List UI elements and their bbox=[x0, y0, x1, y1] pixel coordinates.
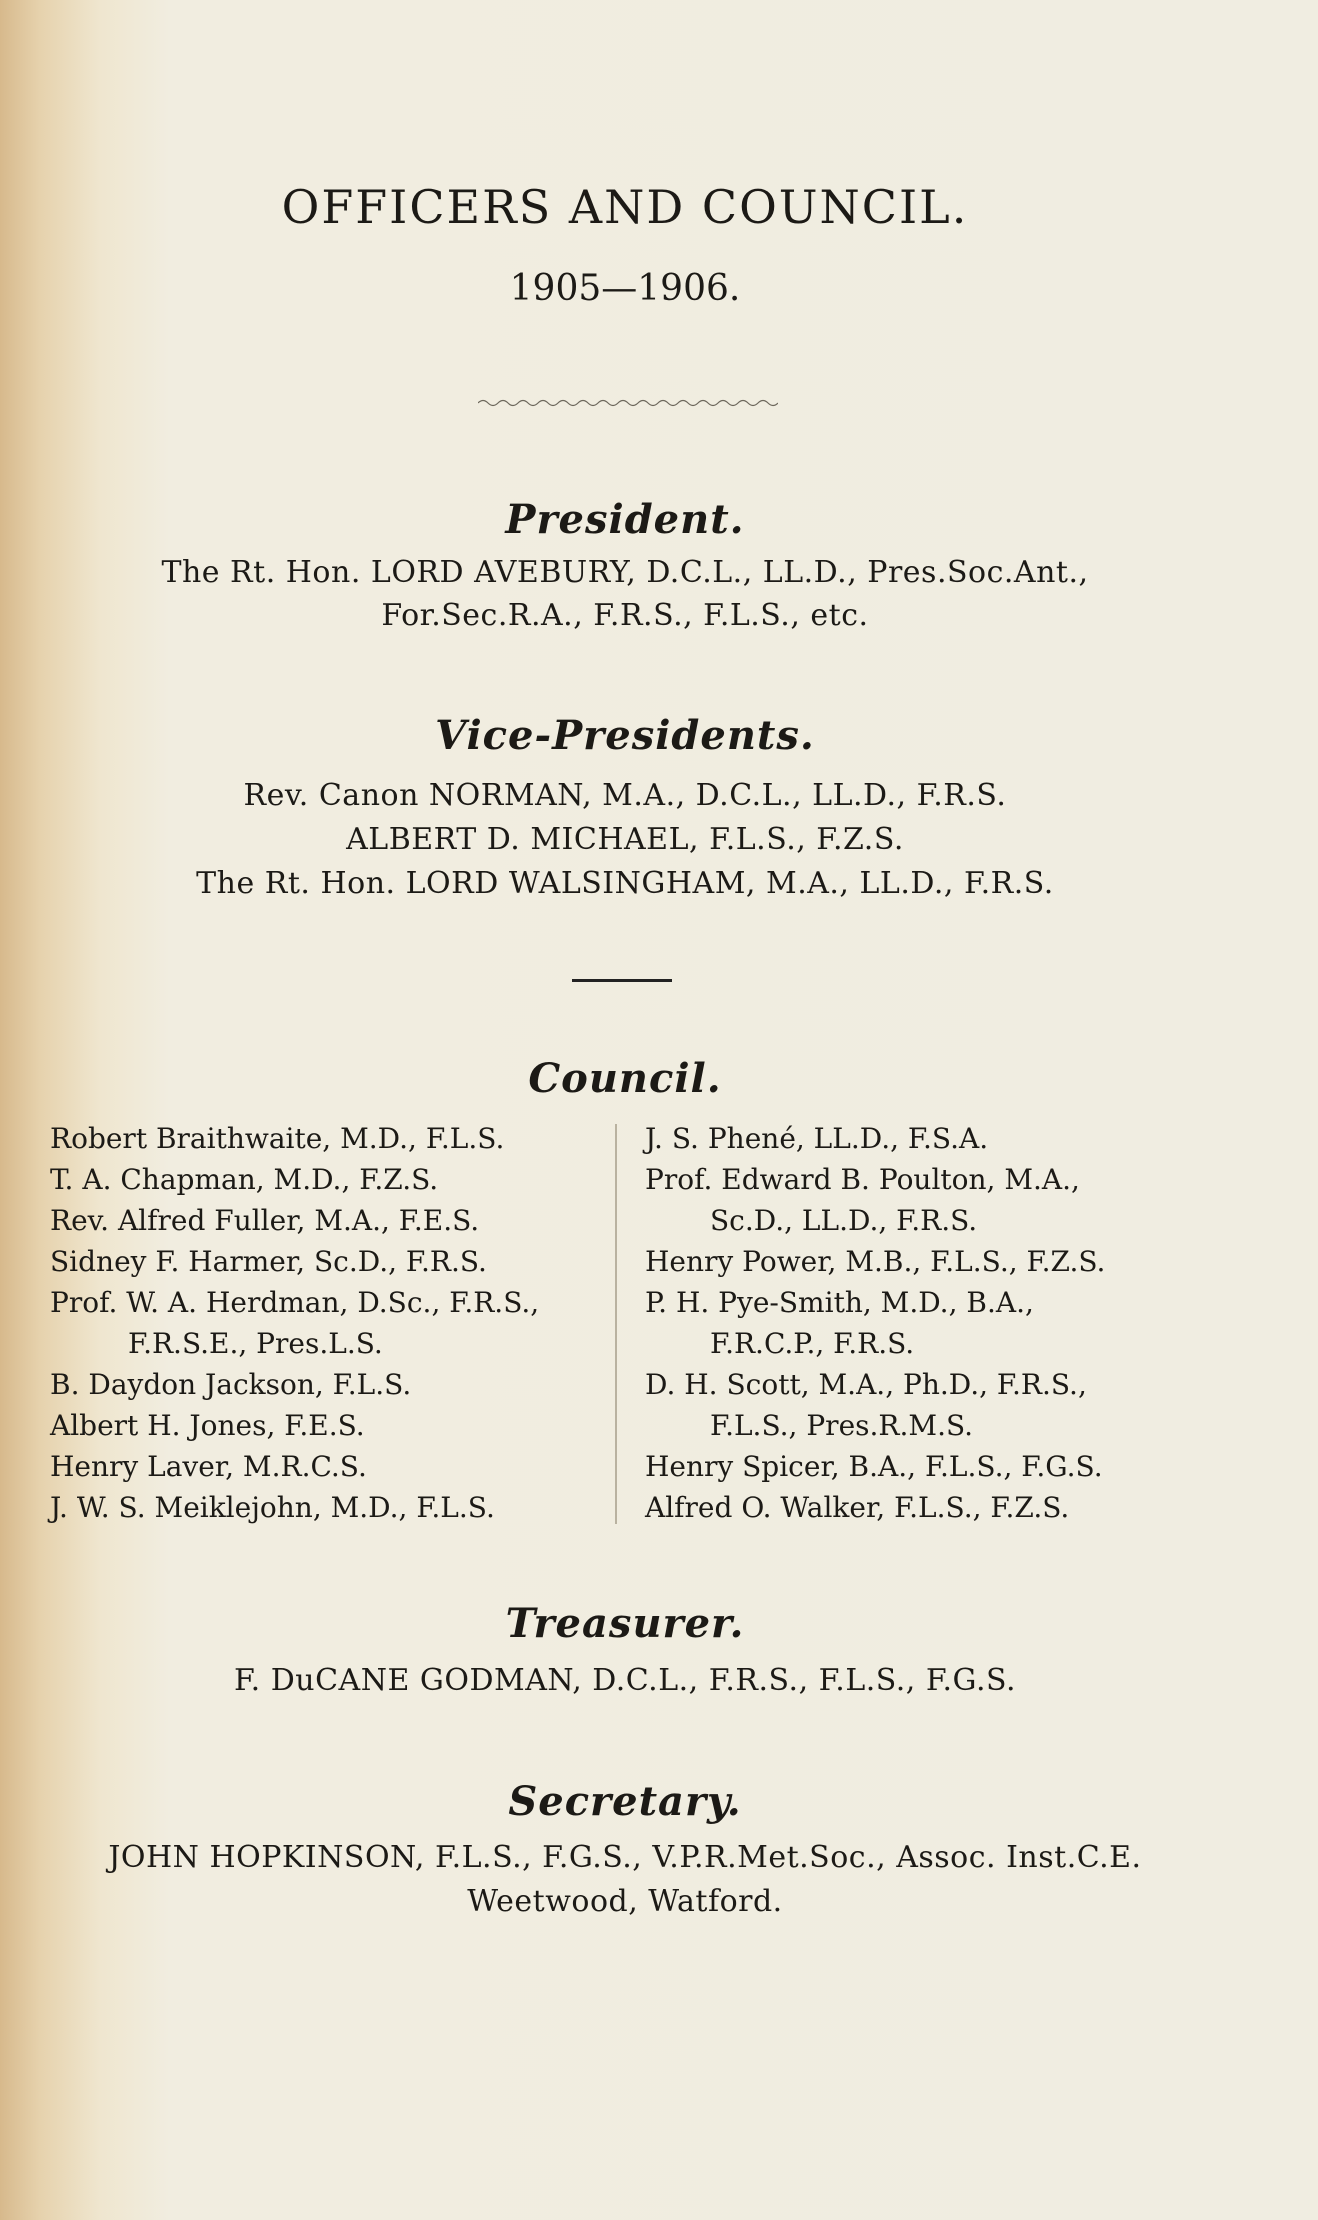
council-member: Henry Power, M.B., F.L.S., F.Z.S. bbox=[645, 1245, 1106, 1278]
president-line-2: For.Sec.R.A., F.R.S., F.L.S., etc. bbox=[381, 598, 869, 633]
council-member: Henry Spicer, B.A., F.L.S., F.G.S. bbox=[645, 1450, 1103, 1483]
council-member: Sidney F. Harmer, Sc.D., F.R.S. bbox=[50, 1245, 487, 1278]
column-divider bbox=[615, 1124, 617, 1524]
council-member: Albert H. Jones, F.E.S. bbox=[50, 1409, 365, 1442]
council-member: J. W. S. Meiklejohn, M.D., F.L.S. bbox=[50, 1491, 495, 1524]
council-left-column bbox=[50, 1118, 610, 1528]
council-heading: Council. bbox=[528, 1055, 722, 1102]
council-member: Rev. Alfred Fuller, M.A., F.E.S. bbox=[50, 1204, 480, 1237]
council-right-column bbox=[645, 1118, 1185, 1528]
council-member: T. A. Chapman, M.D., F.Z.S. bbox=[50, 1163, 439, 1196]
council-member-continuation: F.R.S.E., Pres.L.S. bbox=[128, 1327, 383, 1360]
secretary-line-1: JOHN HOPKINSON, F.L.S., F.G.S., V.P.R.Met.Soc., Assoc. Inst.C.E. bbox=[108, 1840, 1142, 1875]
secretary-line-2: Weetwood, Watford. bbox=[467, 1884, 783, 1919]
years-subtitle: 1905—1906. bbox=[509, 268, 741, 309]
council-member: Robert Braithwaite, M.D., F.L.S. bbox=[50, 1122, 505, 1155]
vice-president-line-1: Rev. Canon NORMAN, M.A., D.C.L., LL.D., F.R.S. bbox=[243, 778, 1007, 813]
council-member: P. H. Pye-Smith, M.D., B.A., bbox=[645, 1286, 1034, 1319]
council-member-continuation: F.R.C.P., F.R.S. bbox=[710, 1327, 915, 1360]
secretary-heading: Secretary. bbox=[508, 1778, 742, 1825]
council-member: J. S. Phené, LL.D., F.S.A. bbox=[645, 1122, 989, 1155]
council-member: Prof. Edward B. Poulton, M.A., bbox=[645, 1163, 1080, 1196]
council-member: Alfred O. Walker, F.L.S., F.Z.S. bbox=[645, 1491, 1070, 1524]
council-member-continuation: Sc.D., LL.D., F.R.S. bbox=[710, 1204, 978, 1237]
president-heading: President. bbox=[505, 496, 745, 543]
vice-president-line-3: The Rt. Hon. LORD WALSINGHAM, M.A., LL.D., F.R.S. bbox=[196, 866, 1054, 901]
treasurer-line: F. DuCANE GODMAN, D.C.L., F.R.S., F.L.S., F.G.S. bbox=[233, 1663, 1016, 1698]
wavy-ornament-icon bbox=[478, 396, 778, 410]
vice-presidents-heading: Vice-Presidents. bbox=[435, 712, 815, 759]
council-member: B. Daydon Jackson, F.L.S. bbox=[50, 1368, 412, 1401]
council-member-continuation: F.L.S., Pres.R.M.S. bbox=[710, 1409, 974, 1442]
treasurer-heading: Treasurer. bbox=[505, 1600, 745, 1647]
president-line-1: The Rt. Hon. LORD AVEBURY, D.C.L., LL.D., Pres.Soc.Ant., bbox=[161, 555, 1089, 590]
council-member: Prof. W. A. Herdman, D.Sc., F.R.S., bbox=[50, 1286, 540, 1319]
council-member: D. H. Scott, M.A., Ph.D., F.R.S., bbox=[645, 1368, 1087, 1401]
page-title: OFFICERS AND COUNCIL. bbox=[281, 180, 969, 234]
council-member: Henry Laver, M.R.C.S. bbox=[50, 1450, 367, 1483]
vice-president-line-2: ALBERT D. MICHAEL, F.L.S., F.Z.S. bbox=[346, 822, 904, 857]
section-rule bbox=[572, 979, 672, 982]
